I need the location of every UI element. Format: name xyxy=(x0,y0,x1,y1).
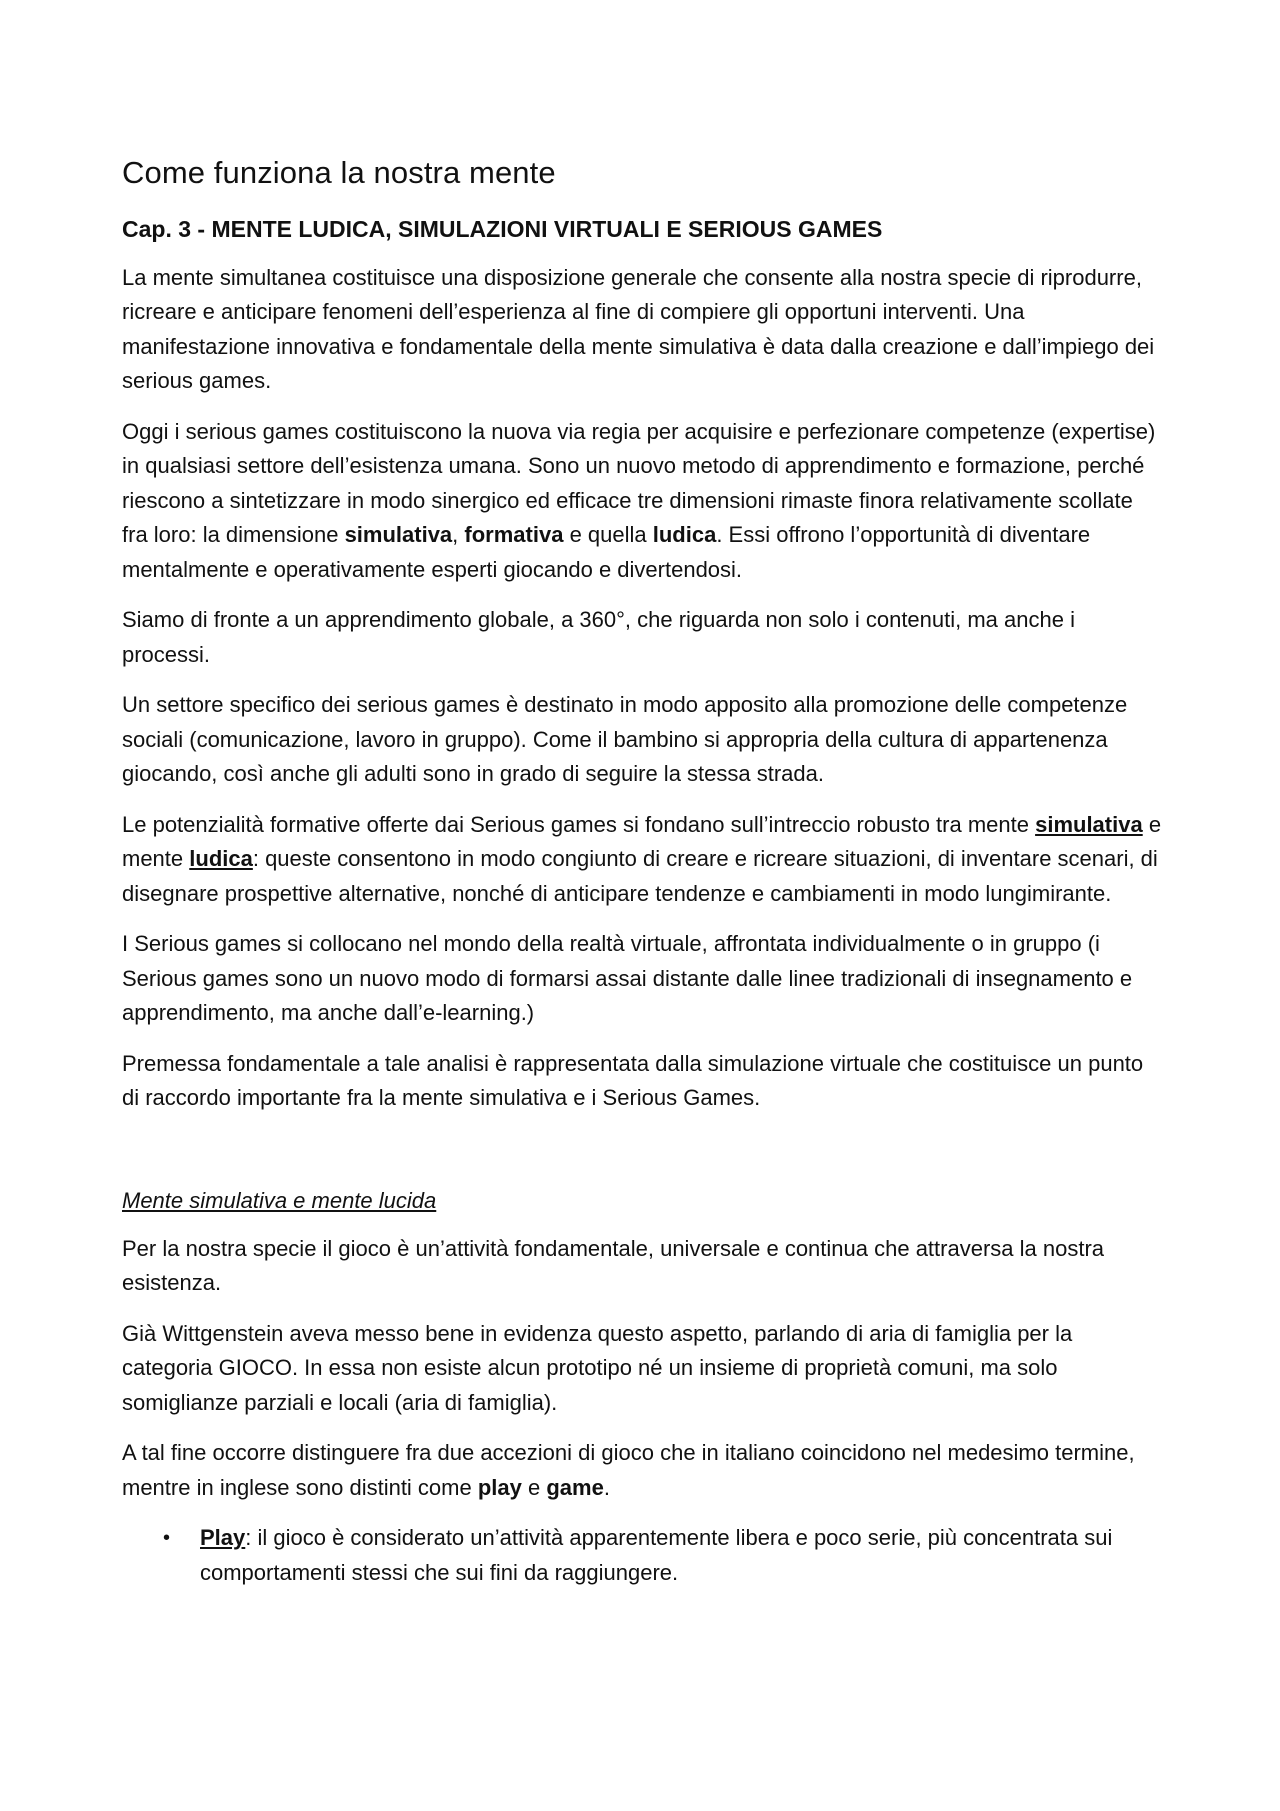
paragraph-1: La mente simultanea costituisce una disposizione generale che consente alla nostra specie di riprodurre, ricreare e anticipare fenomeni dell’esperienza al fine di compiere gli opportuni interventi. Una manifestazione innovativa e fondamentale della mente simulativa è data dalla creazione e dall’impiego dei serious games. xyxy=(122,264,1155,394)
bold-underlined-ludica: ludica xyxy=(189,846,253,872)
paragraph-2-middle: e quella xyxy=(563,522,653,548)
bullet-marker: • xyxy=(163,1527,171,1550)
paragraph-2-end: . Essi offrono l’opportunità di diventare mentalmente e operativamente esperti giocando e divertendosi. xyxy=(122,522,1091,582)
paragraph-5-text: Le potenzialità formative offerte dai Serious games si fondano sull’intreccio robusto tra mente xyxy=(122,811,1036,837)
section-heading: Mente simulativa e mente lucida xyxy=(122,1187,437,1213)
bold-term-play: play xyxy=(477,1474,522,1500)
paragraph-10-middle: e xyxy=(521,1474,547,1500)
paragraph-5 xyxy=(122,808,1162,912)
bullet-text: : il gioco è considerato un’attività apparentemente libera e poco serie, più concentrata sui comportamenti stessi che sui fini da raggiungere. xyxy=(200,1525,1113,1585)
paragraph-7: Premessa fondamentale a tale analisi è rappresentata dalla simulazione virtuale che costituisce un punto di raccordo importante fra la mente simulativa e i Serious Games. xyxy=(122,1050,1144,1111)
chapter-title: Cap. 3 - MENTE LUDICA, SIMULAZIONI VIRTUALI E SERIOUS GAMES xyxy=(122,216,883,243)
paragraph-10-text: A tal fine occorre distinguere fra due accezioni di gioco che in italiano coincidono nel medesimo termine, mentre in inglese sono distinti come xyxy=(122,1440,1135,1500)
paragraph-5-end: : queste consentono in modo congiunto di creare e ricreare situazioni, di inventare scenari, di disegnare prospettive alternative, nonché di anticipare tendenze e cambiamenti in modo lungimirante. xyxy=(122,846,1158,906)
bold-term-game: game xyxy=(546,1474,604,1500)
paragraph-6: I Serious games si collocano nel mondo della realtà virtuale, affrontata individualmente o in gruppo (i Serious games sono un nuovo modo di formarsi assai distante dalle linee tradizionali di insegnamento e apprendimento, ma anche dall’e-learning.) xyxy=(122,931,1133,1026)
paragraph-2-separator: , xyxy=(452,522,465,548)
bold-term-simulativa: simulativa xyxy=(344,522,453,548)
bullet-term-play: Play xyxy=(200,1525,246,1551)
paragraph-9: Già Wittgenstein aveva messo bene in evidenza questo aspetto, parlando di aria di famiglia per la categoria GIOCO. In essa non esiste alcun prototipo né un insieme di proprietà comuni, ma solo somiglianze parziali e locali (aria di famiglia). xyxy=(122,1320,1073,1415)
paragraph-10-end: . xyxy=(603,1474,610,1500)
bold-underlined-simulativa: simulativa xyxy=(1035,811,1143,837)
paragraph-4: Un settore specifico dei serious games è destinato in modo apposito alla promozione delle competenze sociali (comunicazione, lavoro in gruppo). Come il bambino si appropria della cultura di appartenenza giocando, così anche gli adulti sono in grado di seguire la stessa strada. xyxy=(122,692,1128,787)
bold-term-formativa: formativa xyxy=(464,522,564,548)
paragraph-5-middle: e mente xyxy=(122,811,1162,872)
bullet-item-play xyxy=(163,1521,1162,1590)
paragraph-2 xyxy=(122,415,1162,588)
paragraph-8: Per la nostra specie il gioco è un’attività fondamentale, universale e continua che attraversa la nostra esistenza. xyxy=(122,1235,1105,1296)
bold-term-ludica: ludica xyxy=(652,522,717,548)
document-title: Come funziona la nostra mente xyxy=(122,155,556,190)
paragraph-10 xyxy=(122,1436,1162,1505)
paragraph-2-text: Oggi i serious games costituiscono la nuova via regia per acquisire e perfezionare competenze (expertise) in qualsiasi settore dell’esistenza umana. Sono un nuovo metodo di apprendimento e formazione, perché riescono a sintetizzare in modo sinergico ed efficace tre dimensioni rimaste finora relativamente scollate fra loro: la dimensione xyxy=(122,418,1156,548)
paragraph-3: Siamo di fronte a un apprendimento globale, a 360°, che riguarda non solo i contenuti, ma anche i processi. xyxy=(122,607,1075,667)
bullet-list xyxy=(122,1521,1162,1590)
